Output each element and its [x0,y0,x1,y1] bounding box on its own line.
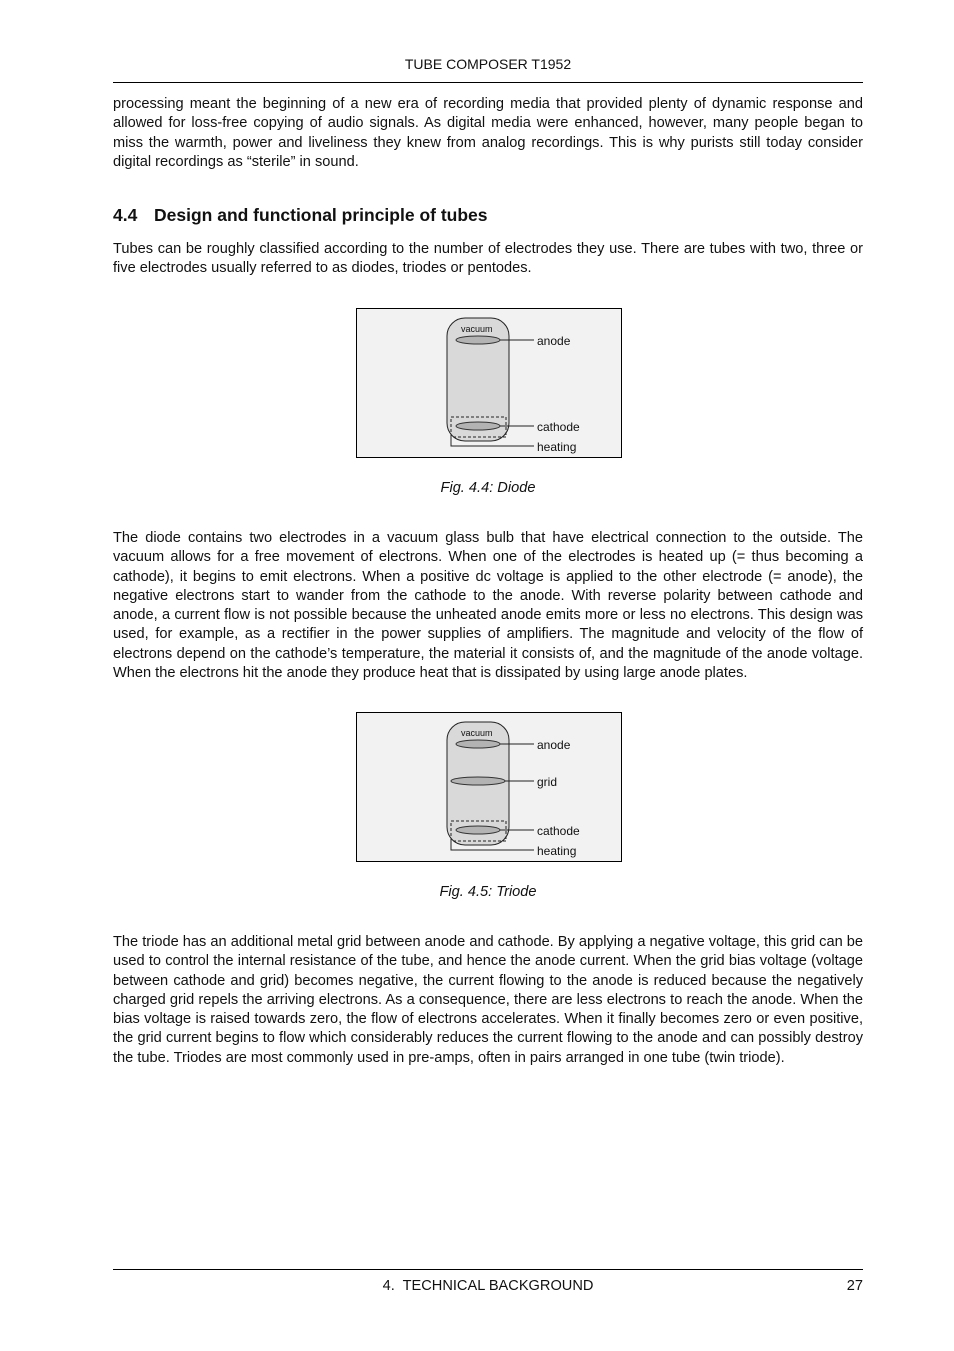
page-number: 27 [846,1278,863,1294]
diode-anode-plate [456,336,500,344]
triode-anode-label: anode [537,738,571,752]
diode-vacuum-label: vacuum [461,324,493,334]
diode-figure [356,308,622,458]
diode-cathode-label: cathode [537,420,580,434]
triode-vacuum-label: vacuum [461,728,493,738]
triode-cathode-plate [456,826,500,834]
paragraph-diode: The diode contains two electrodes in a vacuum glass bulb that have electrical connection to the outside. The vacuum allows for a free movement of electrons. When one of the electrodes is heated up (= thus becoming a cathode), it begins to emit electrons. When a positive dc voltage is applied to the other electrode (= anode), the negative electrons start to wander from the cathode to the anode. With reverse polarity between cathode and anode, a current flow is not possible because the unheated anode emits more or less no electrons. This design was used, for example, as a rectifier in the power supplies of amplifiers. The magnitude and velocity of the flow of electrons depend on the cathode’s temperature, the material it consists of, and the magnitude of the anode voltage. When the electrons hit the anode they produce heat that is dissipated by using large anode plates. [113,530,863,682]
triode-anode-plate [456,740,500,748]
paragraph-intro: processing meant the beginning of a new era of recording media that provided plenty of dynamic response and allowed for loss-free copying of audio signals. As digital media were enhanced, however, many people began to miss the warmth, power and liveliness they knew from analog recordings. This is why purists still today consider digital recordings as “sterile” in sound. [113,96,863,170]
triode-diagram [357,713,623,863]
section-title: Design and functional principle of tubes [154,205,488,225]
running-header: TUBE COMPOSER T1952 [404,56,572,72]
footer-chapter: 4. TECHNICAL BACKGROUND [382,1278,594,1294]
paragraph-classification: Tubes can be roughly classified according to the number of electrodes they use. There are tubes with two, three or five electrodes usually referred to as diodes, triodes or pentodes. [113,241,863,277]
triode-grid-plate [451,777,505,785]
diode-heating-label: heating [537,440,577,454]
paragraph-triode: The triode has an additional metal grid between anode and cathode. By applying a negative voltage, this grid can be used to control the internal resistance of the tube, and hence the anode current. When the grid bias voltage (voltage between cathode and grid) becomes negative, the current flowing to the anode is reduced because the negatively charged grid repels the arriving electrons. As a consequence, there are less electrons to reach the anode. When the bias voltage is raised towards zero, the flow of electrons accelerates. When it finally becomes zero or even positive, the grid current begins to flow which considerably reduces the current flowing to the anode and can possibly destroy the tube. Triodes are most commonly used in pre-amps, often in pairs arranged in one tube (twin triode). [113,934,863,1066]
header-rule [113,82,863,83]
diode-anode-label: anode [537,334,571,348]
diode-caption: Fig. 4.4: Diode [440,480,536,496]
diode-diagram [357,309,623,459]
triode-heating-label: heating [537,844,577,858]
triode-cathode-label: cathode [537,824,580,838]
triode-figure [356,712,622,862]
footer-rule [113,1269,863,1270]
triode-grid-label: grid [537,775,558,789]
section-number: 4.4 [113,205,138,225]
diode-cathode-plate [456,422,500,430]
triode-caption: Fig. 4.5: Triode [439,884,537,900]
section-heading [113,205,488,226]
